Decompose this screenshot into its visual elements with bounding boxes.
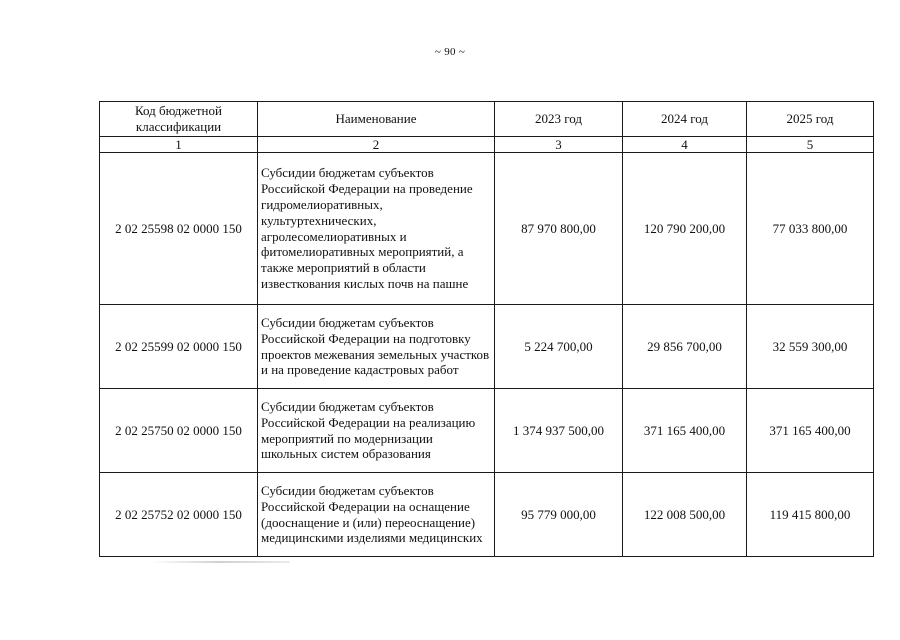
budget-code-cell: 2 02 25599 02 0000 150: [100, 305, 258, 389]
column-number: 1: [100, 137, 258, 153]
amount-2024-cell: 29 856 700,00: [623, 305, 747, 389]
header-code: Код бюджетной классификации: [100, 102, 258, 137]
header-name: Наименование: [258, 102, 495, 137]
scan-artifact: [150, 561, 290, 563]
name-cell: Субсидии бюджетам субъектов Российской Федерации на подготовку проектов межевания земельных участков и на проведение кадастровых работ: [258, 305, 495, 389]
amount-2023-cell: 87 970 800,00: [495, 153, 623, 305]
amount-2023-cell: 5 224 700,00: [495, 305, 623, 389]
column-number: 3: [495, 137, 623, 153]
amount-2023-cell: 1 374 937 500,00: [495, 389, 623, 473]
column-number-row: [100, 137, 874, 153]
column-number: 5: [747, 137, 874, 153]
table-row: [100, 153, 874, 305]
amount-2024-cell: 122 008 500,00: [623, 473, 747, 557]
table-row: [100, 305, 874, 389]
column-number: 2: [258, 137, 495, 153]
header-2024: 2024 год: [623, 102, 747, 137]
budget-code-cell: 2 02 25750 02 0000 150: [100, 389, 258, 473]
amount-2025-cell: 371 165 400,00: [747, 389, 874, 473]
amount-2025-cell: 77 033 800,00: [747, 153, 874, 305]
budget-code-cell: 2 02 25752 02 0000 150: [100, 473, 258, 557]
budget-table: [99, 101, 874, 557]
header-2023: 2023 год: [495, 102, 623, 137]
name-cell: Субсидии бюджетам субъектов Российской Федерации на проведение гидромелиоративных, культуртехнических, агролесомелиоративных и фитомелиоративных мероприятий, а также мероприятий в области известкования кислых почв на пашне: [258, 153, 495, 305]
name-cell: Субсидии бюджетам субъектов Российской Федерации на оснащение (дооснащение и (или) переоснащение) медицинскими изделиями медицинских: [258, 473, 495, 557]
amount-2025-cell: 119 415 800,00: [747, 473, 874, 557]
budget-code-cell: 2 02 25598 02 0000 150: [100, 153, 258, 305]
table-row: [100, 389, 874, 473]
column-number: 4: [623, 137, 747, 153]
amount-2024-cell: 120 790 200,00: [623, 153, 747, 305]
amount-2024-cell: 371 165 400,00: [623, 389, 747, 473]
amount-2023-cell: 95 779 000,00: [495, 473, 623, 557]
page-number: ~ 90 ~: [434, 46, 466, 58]
name-cell: Субсидии бюджетам субъектов Российской Федерации на реализацию мероприятий по модернизации школьных систем образования: [258, 389, 495, 473]
table-header-row: [100, 102, 874, 137]
table-row: [100, 473, 874, 557]
amount-2025-cell: 32 559 300,00: [747, 305, 874, 389]
header-2025: 2025 год: [747, 102, 874, 137]
